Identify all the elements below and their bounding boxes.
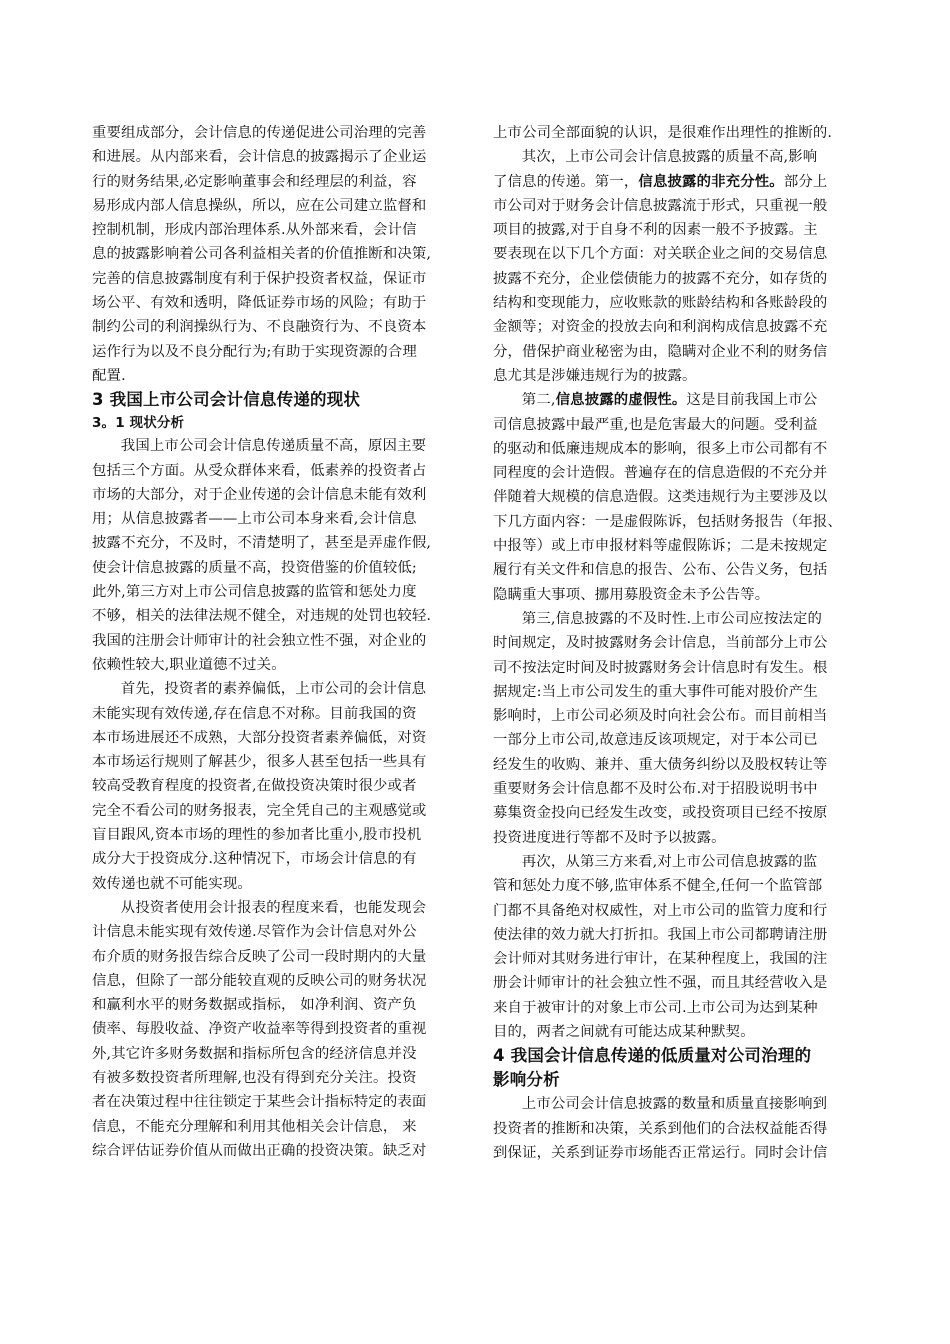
body-text: 这是目前我国上市公 司信息披露中最严重,也是危害最大的问题。受利益 的驱动和低廉违规成本的影响，很多上市公司都有不 同程度的会计造假。普遍存在的信息造假的不充分并 伴随着大规模的信息造假。这类违规行为主要涉及以 下几方面内容：一是虚假陈诉，包括财务报告（年报、 中报等）或上市申报材料等虚假陈诉；二是未按规定 履行有关文件和信息的报告、公布、公告义务，包括 隐瞒重大事项、挪用募股资金未予公告等。: [493, 392, 842, 603]
paragraph-false-disclosure: [493, 388, 863, 607]
subsection-heading-3-1: 3。1 现状分析: [92, 415, 185, 432]
paragraph-intro: 重要组成部分，会计信息的传递促进公司治理的完善 和进展。从内部来看，会计信息的披露揭示了企业运 行的财务结果,必定影响董事会和经理层的利益，容 易形成内部人信息操纵，所以，应在公司建立监督和 控制机制，形成内部治理体系.从外部来看，会计信 息的披露影响着公司各利益相关者的价值推断和决策, 完善的信息披露制度有利于保护投资者权益，保证市 场公平、有效和透明，降低证券市场的风险；有助于 制约公司的利润操纵行为、不良融资行为、不良资本 运作行为以及不良分配行为;有助于实现资源的合理 配置.: [92, 125, 432, 384]
lead-text: 其次，上市公司会计信息披露的质量不高,影响 了信息的传递。第一，: [493, 149, 818, 190]
paragraph-third-party: 再次，从第三方来看,对上市公司信息披露的监 管和惩处力度不够,监审体系不健全,任何一个监管部 门都不具备绝对权威性，对上市公司的监管力度和行 使法律的效力就大打折扣。我国上市公司都聘请注册 会计师对其财务进行审计，在某种程度上，我国的注 册会计师审计的社会独立性不强，而且其经营收入是 来自于被审计的对象上市公司.上市公司为达到某种 目的，两者之间就有可能达成某种默契。: [493, 853, 828, 1040]
paragraph-untimely-disclosure: 第三,信息披露的不及时性.上市公司应按法定的 时间规定，及时披露财务会计信息，当前部分上市公 司不按法定时间及时披露财务会计信息时有发生。根 据规定:当上市公司发生的重大事件可能对股价产生 影响时，上市公司必须及时向社会公布。而目前相当 一部分上市公司,故意违反该项规定，对于本公司已 经发生的收购、兼并、重大债务纠纷以及股权转让等 重要财务会计信息都不及时公布.对于招股说明书中 募集资金投向已经发生改变，或投资项目已经不按原 投资进度进行等都不及时予以披露。: [493, 610, 828, 846]
right-column: [493, 121, 863, 1165]
paragraph-report-usage: 从投资者使用会计报表的程度来看，也能发现会 计信息未能实现有效传递.尽管作为会计信息对外公 布介质的财务报告综合反映了公司一段时期内的大量 信息，但除了一部分能较直观的反映公司的财务状况 和赢利水平的财务数据或指标， 如净利润、资产负 债率、每股收益、净资产收益率等得到投资者的重视 外,其它许多财务数据和指标所包含的经济信息并没 有被多数投资者所理解,也没有得到充分关注。投资 者在决策过程中往往锁定于某些会计指标特定的表面 信息，不能充分理解和利用其他相关会计信息， 来 综合评估证券价值从而做出正确的投资决策。缺乏对: [92, 899, 427, 1159]
left-column: [92, 121, 462, 1163]
lead-text: 第二,: [521, 392, 556, 409]
bold-term: 信息披露的非充分性。: [638, 173, 784, 190]
paragraph-investor-literacy: 首先，投资者的素养偏低，上市公司的会计信息 未能实现有效传递,存在信息不对称。目前我国的资 本市场进展还不成熟，大部分投资者素养偏低，对资 本市场运行规则了解甚少，很多人甚至包括一些具有 较高受教育程度的投资者,在做投资决策时很少或者 完全不看公司的财务报表，完全凭自己的主观感觉或 盲目跟风,资本市场的理性的参加者比重小,股市投机 成分大于投资成分.这种情况下，市场会计信息的有 效传递也就不可能实现。: [92, 681, 427, 892]
section-heading-3: 3 我国上市公司会计信息传递的现状: [92, 390, 361, 410]
paragraph-continuation: 上市公司全部面貌的认识，是很难作出理性的推断的.: [493, 125, 833, 141]
section-heading-4: 4 我国会计信息传递的低质量对公司治理的 影响分析: [493, 1046, 812, 1090]
paragraph-insufficient-disclosure: [493, 145, 863, 388]
paragraph-impact-analysis: 上市公司会计信息披露的数量和质量直接影响到 投资者的推断和决策，关系到他们的合法权益能否得 到保证，关系到证券市场能否正常运行。同时会计信: [493, 1096, 828, 1161]
bold-term: 信息披露的虚假性。: [555, 392, 687, 409]
paragraph-status-analysis: 我国上市公司会计信息传递质量不高，原因主要 包括三个方面。从受众群体来看，低素养的投资者占 市场的大部分，对于企业传递的会计信息未能有效利 用；从信息披露者——上市公司本身来看,会计信息 披露不充分，不及时，不清楚明了，甚至是弄虚作假, 使会计信息披露的质量不高，投资借鉴的价值较低; 此外,第三方对上市公司信息披露的监管和惩处力度 不够，相关的法律法规不健全，对违规的处罚也较轻. 我国的注册会计师审计的社会独立性不强，对企业的 依赖性较大,职业道德不过关。: [92, 438, 432, 673]
body-text: 部分上 市公司对于财务会计信息披露流于形式，只重视一般 项目的披露,对于自身不利的因素一般不予披露。主 要表现在以下几个方面：对关联企业之间的交易信息 披露不充分，企业偿债能力的披露不充分，如存货的 结构和变现能力，应收账款的账龄结构和各账龄段的 金额等；对资金的投放去向和利润构成信息披露不充 分，借保护商业秘密为由，隐瞒对企业不利的财务信 息尤其是涉嫌违规行为的披露。: [493, 173, 828, 384]
